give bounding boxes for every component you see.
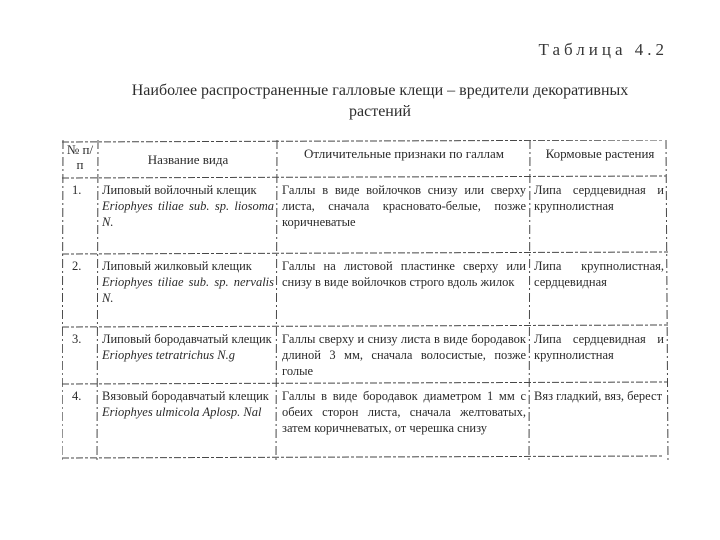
row-3-species-name: Липовый бородавчатый клещик	[102, 332, 272, 346]
row-1-num: 1.	[72, 183, 82, 197]
row-3-name	[102, 331, 274, 363]
row-4-host: Вяз гладкий, вяз, берест	[534, 389, 663, 403]
row-4-num: 4.	[72, 389, 82, 403]
row-4-name	[102, 388, 274, 420]
header-num: № п/п	[66, 142, 94, 172]
table-number: Таблица 4.2	[538, 40, 668, 59]
header-host: Кормовые растения	[545, 146, 655, 161]
row-3-host: Липа сердцевидная и крупнолистная	[534, 332, 664, 362]
row-1-features: Галлы в виде войлочков снизу или сверху листа, сначала красновато-белые, позже коричневатые	[282, 183, 526, 229]
row-2-species-name: Липовый жилковый клещик	[102, 259, 252, 273]
row-3-num: 3.	[72, 332, 82, 346]
table-title: Наиболее распространенные галловые клещи – вредители декоративных растений	[131, 82, 629, 120]
row-2-latin-name: Eriophyes tiliae sub. sp. nervalis N.	[102, 275, 274, 305]
row-1-latin-name: Eriophyes tiliae sub. sp. liosoma N.	[102, 199, 274, 229]
data-table	[62, 140, 670, 470]
row-1-species-name: Липовый войлочный клещик	[102, 183, 257, 197]
row-1-name	[102, 182, 274, 230]
row-2-name	[102, 258, 274, 306]
row-4-features: Галлы в виде бородавок диаметром 1 мм с обеих сторон листа, сначала желтоватых, затем коричневатых, от черешка снизу	[282, 389, 526, 435]
row-3-latin-name: Eriophyes tetratrichus N.g	[102, 348, 235, 362]
row-2-num: 2.	[72, 259, 82, 273]
row-2-features: Галлы на листовой пластинке сверху или снизу в виде войлочков строго вдоль жилок	[282, 259, 526, 289]
row-3-features: Галлы сверху и снизу листа в виде бородавок длиной 3 мм, сначала волосистые, позже голые	[282, 332, 526, 378]
row-4-latin-name: Eriophyes ulmicola Aplosp. Nal	[102, 405, 262, 419]
row-2-host: Липа крупнолистная, сердцевидная	[534, 259, 664, 289]
header-features: Отличительные признаки по галлам	[304, 146, 504, 161]
header-name: Название вида	[147, 152, 229, 167]
row-4-species-name: Вязовый бородавчатый клещик	[102, 389, 269, 403]
row-1-host: Липа сердцевидная и крупнолистная	[534, 183, 664, 213]
